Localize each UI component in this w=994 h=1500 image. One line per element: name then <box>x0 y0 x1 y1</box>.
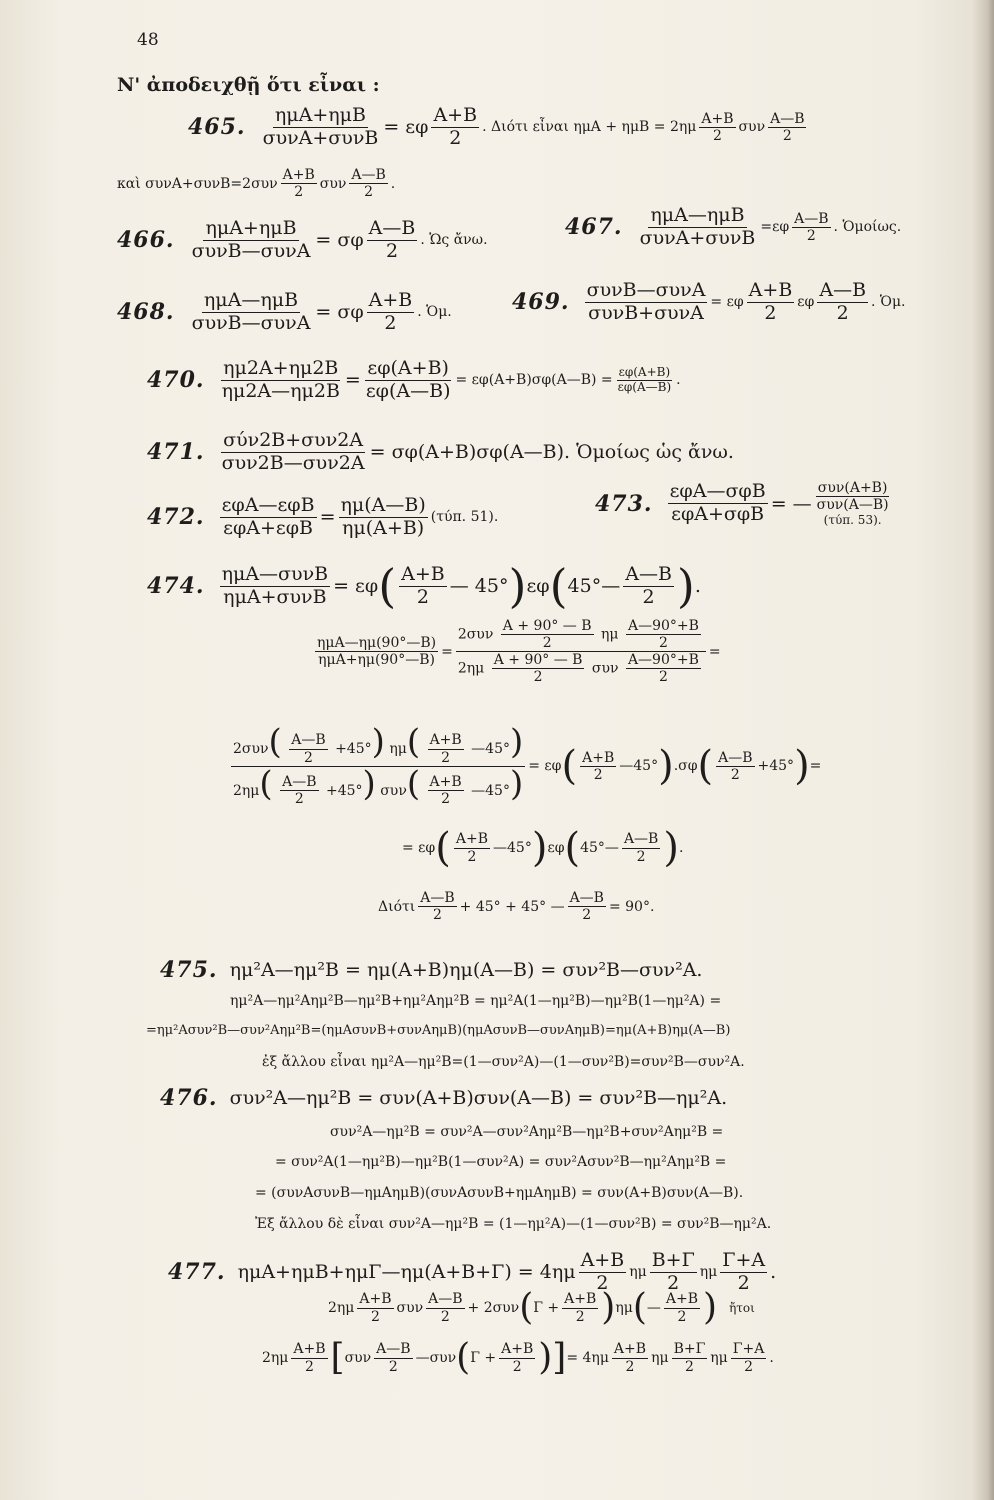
problem-477-line2: 2ημ $\frac{A+B}{2}$ συν $\frac{A—B}{2}$ + 2συν ( Γ + $\frac{A+B}{2}$ ) ημ ( — $\frac{A+B}{2}$ ) ἤτοι <box>328 1287 755 1328</box>
problem-477: 477. ημΑ+ημΒ+ημΓ—ημ(Α+Β+Γ) = 4ημ $\frac{A+B}{2}$ ημ $\frac{B+\Gamma}{2}$ ημ $\frac{\Gamma+A}{2}$ . <box>168 1249 777 1294</box>
problem-474-step2: 2συν( $\frac{A—B}{2}$ +45°) ημ( $\frac{A+B}{2}$ —45°) 2ημ( $\frac{A—B}{2}$ +45°) συν( $\frac{A+B}{2}$ —45°) = εφ ( $\frac{A+B}{2}$ —45° ) .σφ ( $\frac{A—B}{2}$ +45° ) = <box>233 722 822 808</box>
problem-number: 477. <box>168 1259 226 1286</box>
problem-number: 474. <box>147 573 205 599</box>
problem-number: 472. <box>147 504 205 531</box>
problem-474-step1: $\frac{\text{ημΑ—ημ(90°—Β)}}{\text{ημΑ+ημ(90°—Β)}}$ = 2συν $\frac{A + 90^\circ — B}{2}$ ημ $\frac{A—90^\circ+B}{2}$ 2ημ $\frac{A + 90^\circ — B}{2}$ συν $\frac{A—90^\circ+B}{2}$ = <box>317 618 721 686</box>
problem-number: 468. <box>117 299 175 326</box>
problem-476-line5: Ἐξ ἄλλου δὲ εἶναι συν²Α—ημ²Β = (1—ημ²Α)—(1—συν²Β) = συν²Β—ημ²Α. <box>255 1216 772 1232</box>
fraction: $\frac{\text{ημΑ+ημΒ}}{\text{συνΑ+συνΒ}}$ <box>262 104 379 149</box>
problem-number: 465. <box>188 114 246 141</box>
problem-475-line3: =ημ²Ασυν²Β—συν²Αημ²Β=(ημΑσυνΒ+συνΑημΒ)(ημΑσυνΒ—συνΑημΒ)=ημ(Α+Β)ημ(Α—Β) <box>146 1023 731 1038</box>
problem-472: 472. $\frac{\text{εφΑ—εφΒ}}{\text{εφΑ+εφΒ}}$ = $\frac{\eta\mu(A—B)}{\eta\mu(A+B)}$ (τύπ. 51). <box>147 494 499 539</box>
problem-number: 471. <box>147 439 205 466</box>
page-edge-shadow <box>972 0 994 1500</box>
problem-466: 466. $\frac{\text{ημΑ+ημΒ}}{\text{συνΒ—συνΑ}}$ = σφ $\frac{A—B}{2}$ . Ὡς ἄνω. <box>117 217 488 262</box>
problem-number: 467. <box>565 214 623 241</box>
problem-469: 469. $\frac{\text{συνΒ—συνΑ}}{\text{συνΒ+συνΑ}}$ = εφ $\frac{A+B}{2}$ εφ $\frac{A—B}{2}$ . Ὁμ. <box>512 279 906 324</box>
problem-477-line3: 2ημ $\frac{A+B}{2}$ [ συν $\frac{A—B}{2}$ —συν ( Γ + $\frac{A+B}{2}$ ) ] = 4ημ $\frac{A+B}{2}$ ημ $\frac{B+\Gamma}{2}$ ημ $\frac{\Gamma+A}{2}$ . <box>262 1337 774 1378</box>
problem-number: 476. <box>160 1085 218 1111</box>
problem-476-line2: συν²Α—ημ²Β = συν²Α—συν²Αημ²Β—ημ²Β+συν²Αημ²Β = <box>330 1124 724 1140</box>
problem-number: 475. <box>160 957 218 983</box>
problem-467: 467. $\frac{\text{ημΑ—ημΒ}}{\text{συνΑ+συνΒ}}$ =εφ $\frac{A—B}{2}$ . Ὁμοίως. <box>565 204 902 249</box>
problem-number: 470. <box>147 367 205 394</box>
problem-476-line3: = συν²Α(1—ημ²Β)—ημ²Β(1—συν²Α) = συν²Ασυν²Β—ημ²Αημ²Β = <box>275 1154 727 1170</box>
problem-465: 465. $\frac{\text{ημΑ+ημΒ}}{\text{συνΑ+συνΒ}}$ = εφ $\frac{A+B}{2}$ . Διότι εἶναι ημΑ + ημΒ = 2ημ $\frac{A+B}{2}$ συν $\frac{A—B}{2}$ <box>188 104 805 149</box>
problem-476-line4: = (συνΑσυνΒ—ημΑημΒ)(συνΑσυνΒ+ημΑημΒ) = συν(Α+Β)συν(Α—Β). <box>255 1185 744 1201</box>
problem-471: 471. $\frac{\text{σύν2Β+συν2Α}}{\text{συν2Β—συν2Α}}$ = σφ(Α+Β)σφ(Α—Β). Ὁμοίως ὡς ἄνω. <box>147 429 734 474</box>
problem-475-line2: ημ²Α—ημ²Αημ²Β—ημ²Β+ημ²Αημ²Β = ημ²Α(1—ημ²Β)—ημ²Β(1—ημ²Α) = <box>230 993 722 1009</box>
problem-474-step3: = εφ ( $\frac{A+B}{2}$ —45° ) εφ ( 45°— $\frac{A—B}{2}$ ) . <box>402 825 684 871</box>
problem-470: 470. $\frac{\eta\mu 2A+\eta\mu 2B}{\eta\mu 2A—\eta\mu 2B}$ = $\frac{\varepsilon\varphi(A+B)}{\varepsilon\varphi(A—B)}$ = εφ(Α+Β)σφ(Α—Β) = $\frac{\varepsilon\varphi(A+B)}{\varepsilon\varphi(A—B)}$ . <box>147 357 681 402</box>
section-heading: Ν' ἀποδειχθῇ ὅτι εἶναι : <box>117 74 380 96</box>
problem-number: 473. <box>595 490 653 517</box>
problem-number: 469. <box>512 289 570 316</box>
problem-474-step4: Διότι $\frac{A—B}{2}$ + 45° + 45° — $\frac{A—B}{2}$ = 90°. <box>378 890 655 924</box>
problem-473: 473. $\frac{\text{εφΑ—σφΒ}}{\text{εφΑ+σφΒ}}$ = — $\frac{\text{συν(Α+Β)}}{\text{συν(Α—Β)}}$ (τύπ. 53). <box>595 480 889 528</box>
problem-475-line4: ἐξ ἄλλου εἶναι ημ²Α—ημ²Β=(1—συν²Α)—(1—συν²Β)=συν²Β—συν²Α. <box>262 1054 745 1070</box>
problem-474: 474. $\frac{\text{ημΑ—συνΒ}}{\text{ημΑ+συνΒ}}$ = εφ ( $\frac{A+B}{2}$ — 45° ) εφ ( 45°— $\frac{A—B}{2}$ ) . <box>147 559 701 613</box>
problem-465-line2: καὶ συνΑ+συνΒ=2συν $\frac{A+B}{2}$ συν $\frac{A—B}{2}$ . <box>117 167 396 201</box>
page-number: 48 <box>137 30 159 50</box>
problem-476: 476. συν²Α—ημ²Β = συν(Α+Β)συν(Α—Β) = συν²Β—ημ²Α. <box>160 1085 728 1111</box>
problem-475: 475. ημ²Α—ημ²Β = ημ(Α+Β)ημ(Α—Β) = συν²Β—συν²Α. <box>160 957 703 983</box>
problem-468: 468. $\frac{\text{ημΑ—ημΒ}}{\text{συνΒ—συνΑ}}$ = σφ $\frac{A+B}{2}$ . Ὁμ. <box>117 289 452 334</box>
problem-number: 466. <box>117 227 175 254</box>
